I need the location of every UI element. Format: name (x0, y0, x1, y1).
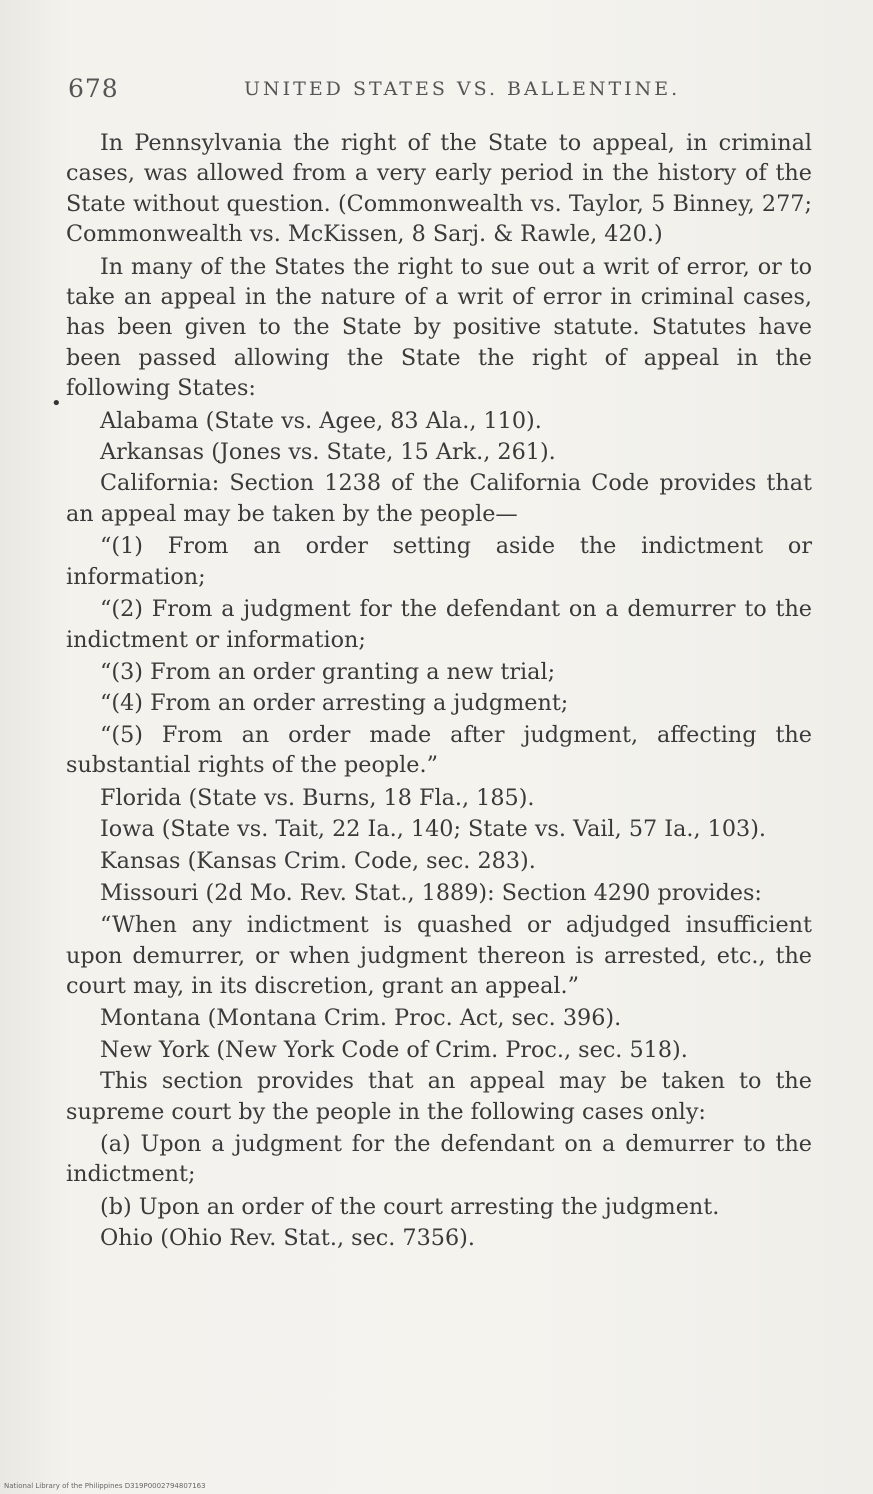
paragraph-california-3: “(3) From an order granting a new trial; (100, 658, 556, 685)
paragraph-montana: Montana (Montana Crim. Proc. Act, sec. 396). (100, 1005, 622, 1032)
paragraph-ohio: Ohio (Ohio Rev. Stat., sec. 7356). (100, 1225, 475, 1252)
paragraph-california-1: “(1) From an order setting aside the indictment or information; (66, 533, 812, 590)
paragraph-california-5: “(5) From an order made after judgment, affecting the substantial rights of the people.” (66, 721, 812, 779)
paragraph-new-york-section: This section provides that an appeal may be taken to the supreme court by the people in the following cases only: (66, 1068, 812, 1125)
page-body (66, 128, 812, 1255)
scan-footer: National Library of the Philippines D319P0002794807163 (4, 1482, 206, 1490)
page-header (68, 74, 803, 108)
page-number: 678 (68, 74, 119, 103)
paragraph-california-4: “(4) From an order arresting a judgment; (100, 690, 569, 717)
marginal-bullet: • (51, 393, 62, 414)
paragraph-case-b: (b) Upon an order of the court arresting the judgment. (100, 1193, 720, 1220)
paragraph-missouri: Missouri (2d Mo. Rev. Stat., 1889): Section 4290 provides: (100, 879, 762, 906)
paragraph-florida: Florida (State vs. Burns, 18 Fla., 185). (100, 784, 535, 811)
paragraph-new-york: New York (New York Code of Crim. Proc., sec. 518). (100, 1036, 688, 1063)
running-head: UNITED STATES VS. BALLENTINE. (244, 78, 681, 100)
paragraph-pennsylvania: In Pennsylvania the right of the State to appeal, in criminal cases, was allowed from a very early period in the history of the State without question. (Commonwealth vs. Taylor, 5 Binney, 277; Commonwealth vs. McKissen, 8 Sarj. & Rawle, 420.) (66, 130, 812, 248)
paragraph-iowa: Iowa (State vs. Tait, 22 Ia., 140; State vs. Vail, 57 Ia., 103). (100, 815, 766, 842)
paragraph-california-2: “(2) From a judgment for the defendant on a demurrer to the indictment or information; (66, 596, 812, 653)
paragraph-missouri-quote: “When any indictment is quashed or adjudged insufficient upon demurrer, or when judgment thereon is arrested, etc., the court may, in its discretion, grant an appeal.” (66, 912, 812, 999)
paragraph-arkansas: Arkansas (Jones vs. State, 15 Ark., 261). (100, 439, 556, 466)
paragraph-california: California: Section 1238 of the California Code provides that an appeal may be taken by the people— (66, 470, 812, 527)
paragraph-statutes: In many of the States the right to sue out a writ of error, or to take an appeal in the nature of a writ of error in criminal cases, has been given to the State by positive statute. Statutes have been passed allowing the State the right of appeal in the following States: (66, 253, 812, 402)
paragraph-kansas: Kansas (Kansas Crim. Code, sec. 283). (100, 848, 536, 875)
paragraph-case-a: (a) Upon a judgment for the defendant on a demurrer to the indictment; (66, 1131, 812, 1188)
paragraph-alabama: Alabama (State vs. Agee, 83 Ala., 110). (100, 407, 542, 434)
